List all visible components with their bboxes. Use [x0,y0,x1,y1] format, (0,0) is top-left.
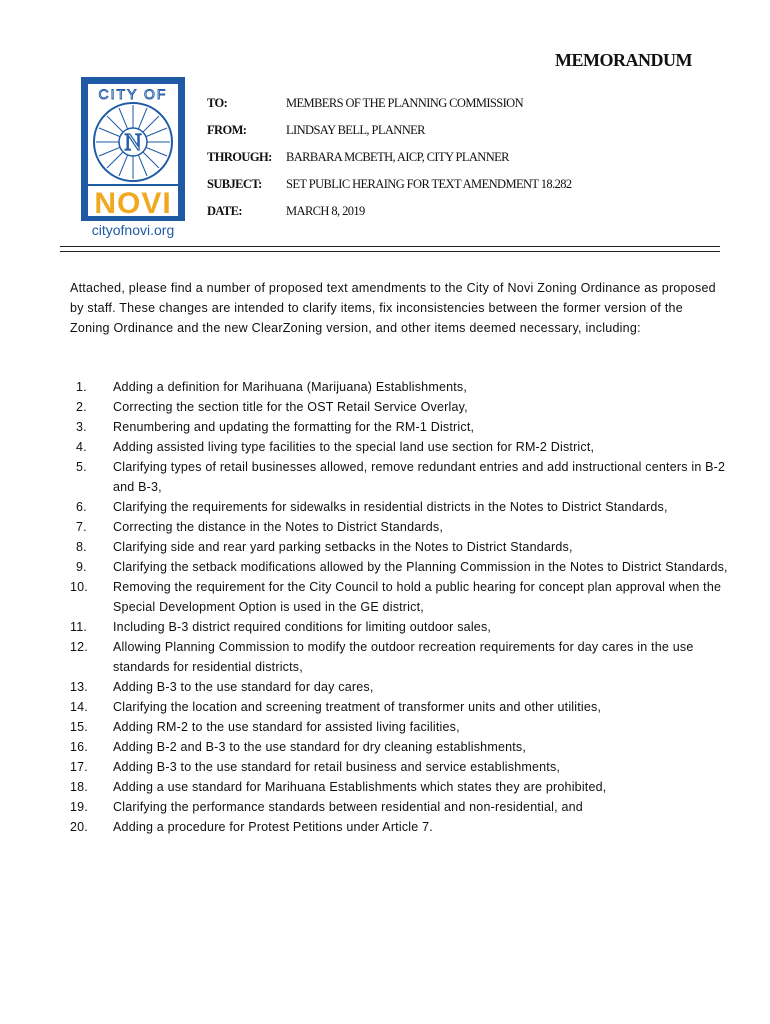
to-value: MEMBERS OF THE PLANNING COMMISSION [286,96,524,110]
list-item-number: 7. [76,520,87,534]
from-label: FROM: [207,123,247,137]
list-item-text: Clarifying the location and screening treatment of transformer units and other utilities, [113,700,602,714]
logo-url: cityofnovi.org [91,222,175,238]
header-divider-bottom [60,251,720,252]
list-item-text: Adding B-3 to the use standard for day cares, [113,680,374,694]
list-item-number: 13. [70,680,88,694]
date-value: MARCH 8, 2019 [286,204,365,218]
list-item-number: 3. [76,420,87,434]
list-item [70,517,740,537]
list-item-text: Allowing Planning Commission to modify the outdoor recreation requirements for day cares in the use standards for residential districts, [113,640,694,674]
list-item-number: 8. [76,540,87,554]
list-item-number: 19. [70,800,88,814]
memo-title: MEMORANDUM [555,50,692,70]
list-item-number: 4. [76,440,87,454]
list-item [70,417,740,437]
list-item [70,817,740,837]
list-item-number: 2. [76,400,87,414]
list-item-number: 1. [76,380,87,394]
list-item-number: 12. [70,640,88,654]
list-item-number: 14. [70,700,88,714]
novi-logo-graphic [80,76,186,222]
list-item-number: 17. [70,760,88,774]
through-value: BARBARA MCBETH, AICP, CITY PLANNER [286,150,509,164]
list-item-text: Correcting the section title for the OST Retail Service Overlay, [113,400,468,414]
list-item [70,557,740,577]
list-item [70,577,740,617]
list-item [70,677,740,697]
list-item [70,537,740,557]
amendment-list [70,377,740,837]
logo-city-of-text: CITY OF [98,86,168,102]
list-item [70,377,740,397]
list-item [70,497,740,517]
through-label: THROUGH: [207,150,272,164]
list-item-text: Removing the requirement for the City Council to hold a public hearing for concept plan approval when the Special Development Option is used in the GE district, [113,580,722,614]
list-item [70,637,740,677]
city-of-novi-logo [80,76,186,242]
list-item [70,737,740,757]
intro-paragraph: Attached, please find a number of proposed text amendments to the City of Novi Zoning Ordinance as proposed by staff. These changes are intended to clarify items, fix inconsistencies between the former version of the Zoning Ordinance and the new ClearZoning version, and other items deemed necessary, including: [70,281,716,336]
list-item-number: 18. [70,780,88,794]
list-item-text: Adding B-2 and B-3 to the use standard for dry cleaning establishments, [113,740,527,754]
list-item-number: 5. [76,460,87,474]
list-item [70,757,740,777]
list-item [70,777,740,797]
list-item-text: Clarifying the requirements for sidewalks in residential districts in the Notes to District Standards, [113,500,668,514]
list-item-text: Including B-3 district required conditions for limiting outdoor sales, [113,620,492,634]
list-item-number: 16. [70,740,88,754]
to-label: TO: [207,96,228,110]
logo-novi-text: NOVI [94,187,172,220]
list-item-text: Adding a procedure for Protest Petitions under Article 7. [113,820,433,834]
list-item-text: Clarifying types of retail businesses allowed, remove redundant entries and add instructional centers in B-2 and B-3, [113,460,726,494]
list-item-text: Clarifying the performance standards between residential and non-residential, and [113,800,583,814]
list-item-text: Adding a use standard for Marihuana Establishments which states they are prohibited, [113,780,607,794]
list-item-text: Correcting the distance in the Notes to District Standards, [113,520,444,534]
logo-n-letter: N [124,130,142,156]
list-item-text: Clarifying the setback modifications allowed by the Planning Commission in the Notes to District Standards, [113,560,728,574]
list-item-text: Adding B-3 to the use standard for retail business and service establishments, [113,760,561,774]
from-value: LINDSAY BELL, PLANNER [286,123,425,137]
list-item [70,697,740,717]
from-row [207,123,727,150]
list-item-text: Adding a definition for Marihuana (Marijuana) Establishments, [113,380,468,394]
to-row [207,96,727,123]
list-item-text: Renumbering and updating the formatting for the RM-1 District, [113,420,475,434]
list-item [70,797,740,817]
through-row [207,150,727,177]
subject-row [207,177,727,204]
date-label: DATE: [207,204,242,218]
list-item-number: 10. [70,580,88,594]
list-item-number: 6. [76,500,87,514]
list-item-number: 20. [70,820,88,834]
subject-value: SET PUBLIC HERAING FOR TEXT AMENDMENT 18.282 [286,177,572,191]
list-item [70,457,740,497]
list-item [70,717,740,737]
list-item-number: 11. [70,620,88,634]
memo-header-fields [207,96,727,231]
list-item-text: Adding assisted living type facilities to the special land use section for RM-2 District, [113,440,595,454]
header-divider-top [60,246,720,247]
list-item-text: Adding RM-2 to the use standard for assisted living facilities, [113,720,460,734]
subject-label: SUBJECT: [207,177,262,191]
list-item-text: Clarifying side and rear yard parking setbacks in the Notes to District Standards, [113,540,573,554]
date-row [207,204,727,231]
list-item [70,617,740,637]
list-item-number: 9. [76,560,87,574]
list-item [70,397,740,417]
list-item [70,437,740,457]
list-item-number: 15. [70,720,88,734]
